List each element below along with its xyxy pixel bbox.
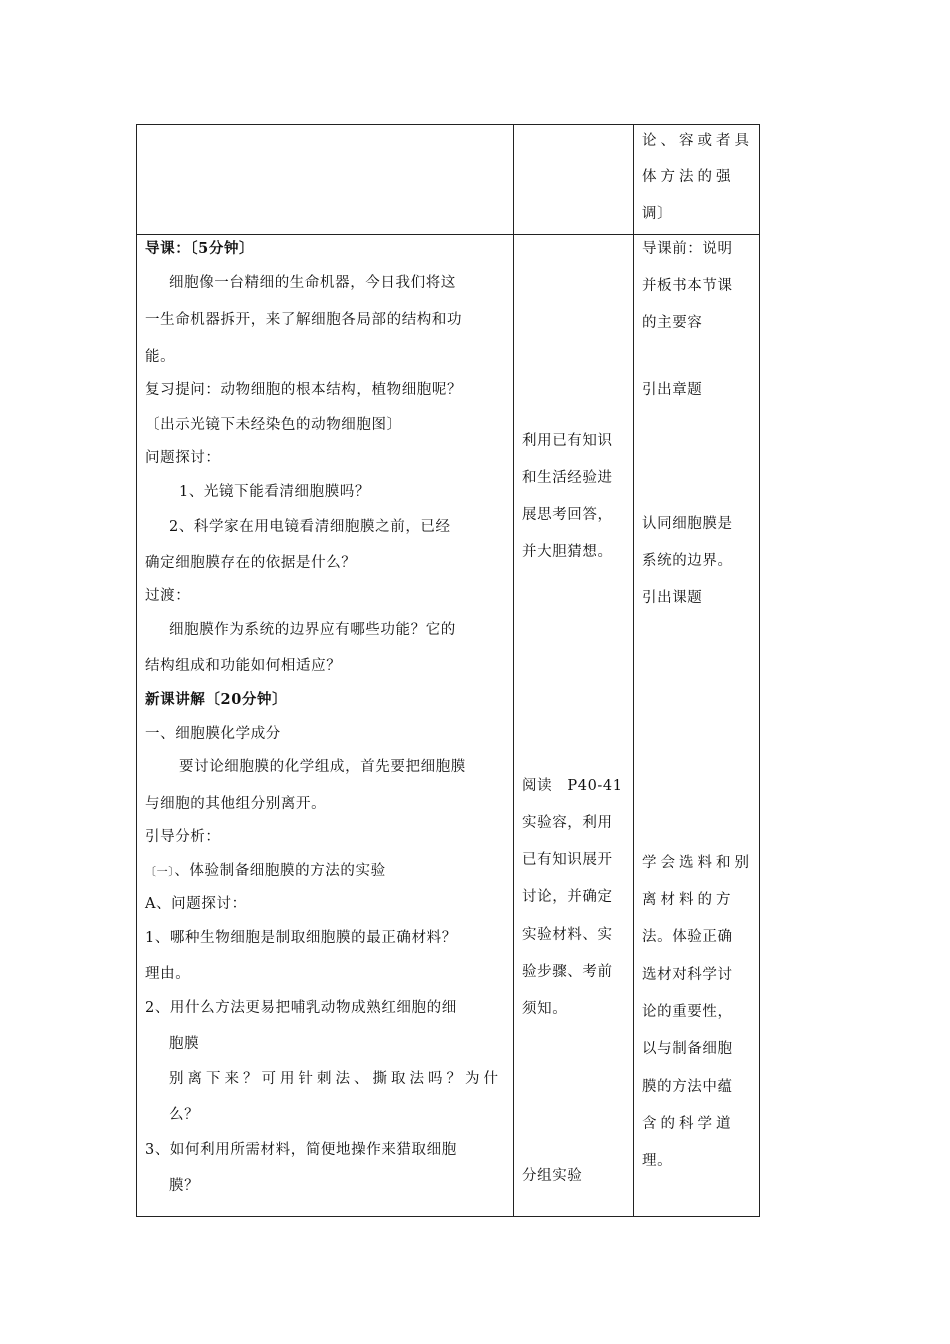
- intent-g3-line-3: 引出课题: [642, 590, 703, 606]
- transition-line-2: 结构组成和功能如何相适应？: [145, 658, 342, 674]
- top-c-line-1: 论、容或者具: [642, 133, 753, 149]
- part-a-label: A、问题探讨：: [145, 896, 247, 912]
- student-g1-line-3: 展思考回答，: [522, 507, 613, 523]
- top-c-line-3: 调〕: [642, 206, 673, 222]
- intro-line-2: 一生命机器拆开，来了解细胞各局部的结构和功: [145, 312, 463, 328]
- top-cell-a: [137, 125, 514, 235]
- subsection-1-title: [145, 861, 386, 882]
- main-cell-intent: [634, 235, 760, 1217]
- guide-label: 引导分析：: [145, 829, 221, 845]
- intent-g4-line-2: 离材料的方: [642, 892, 735, 908]
- part-a-q2-line-1: 2、用什么方法更易把哺乳动物成熟红细胞的细: [145, 1000, 457, 1016]
- student-g3: 分组实验: [522, 1168, 583, 1184]
- question-2-line-1: 2、科学家在用电镜看清细胞膜之前，已经: [169, 519, 451, 535]
- student-g1-line-2: 和生活经验进: [522, 470, 613, 486]
- intro-line-1: 细胞像一台精细的生命机器，今日我们将这: [169, 275, 456, 291]
- student-g2-line-2: 实验容，利用: [522, 815, 613, 831]
- section-1-line-1: 要讨论细胞膜的化学组成，首先要把细胞膜: [179, 759, 466, 775]
- subsection-1-text: 、体验制备细胞膜的方法的实验: [174, 863, 386, 879]
- question-2-line-2: 确定细胞膜存在的依据是什么？: [145, 555, 357, 571]
- section-1-line-2: 与细胞的其他组分别离开。: [145, 796, 327, 812]
- student-g2-line-4: 讨论，并确定: [522, 889, 613, 905]
- student-g1-line-1: 利用已有知识: [522, 433, 613, 449]
- intent-g4-line-7: 膜的方法中蕴: [642, 1079, 733, 1095]
- table-row-main: [137, 235, 760, 1217]
- intent-g3-line-1: 认同细胞膜是: [642, 516, 733, 532]
- intent-g2: 引出章题: [642, 382, 703, 398]
- top-cell-c: [634, 125, 760, 235]
- subsection-1-mark: 〔一〕: [145, 865, 175, 878]
- table-row-top: [137, 125, 760, 235]
- student-g2-line-5: 实验材料、实: [522, 927, 613, 943]
- section-1-title: 一、细胞膜化学成分: [145, 726, 281, 742]
- transition-label: 过渡：: [145, 588, 191, 604]
- top-cell-b: [514, 125, 634, 235]
- intent-g4-line-3: 法。体验正确: [642, 929, 733, 945]
- intro-line-3: 能。: [145, 349, 176, 365]
- question-1: 1、光镜下能看清细胞膜吗？: [179, 484, 371, 500]
- part-a-q2-line-3: 别离下来？可用针刺法、撕取法吗？为什: [169, 1071, 502, 1087]
- student-g2-line-1: 阅读 P40-41: [522, 778, 623, 794]
- part-a-q2-line-4: 么？: [169, 1107, 200, 1123]
- part-a-q1-line-2: 理由。: [145, 966, 191, 982]
- review-question: 复习提问：动物细胞的根本结构，植物细胞呢？: [145, 382, 463, 398]
- new-lesson-heading: 新课讲解〔20分钟〕: [145, 691, 288, 708]
- intent-g1-line-1: 导课前：说明: [642, 241, 733, 257]
- transition-line-1: 细胞膜作为系统的边界应有哪些功能？它的: [169, 622, 456, 638]
- student-g1-line-4: 并大胆猜想。: [522, 544, 613, 560]
- intro-heading: 导课：〔5分钟〕: [145, 240, 255, 257]
- intent-g4-line-5: 论的重要性，: [642, 1004, 733, 1020]
- part-a-q3-line-2: 膜？: [169, 1178, 200, 1194]
- top-c-line-2: 体方法的强: [642, 169, 735, 185]
- student-g2-line-7: 须知。: [522, 1001, 568, 1017]
- main-cell-content: [137, 235, 514, 1217]
- intent-g1-line-3: 的主要容: [642, 315, 703, 331]
- main-cell-student: [514, 235, 634, 1217]
- intent-g4-line-8: 含的科学道: [642, 1116, 735, 1132]
- part-a-q1-line-1: 1、哪种生物细胞是制取细胞膜的最正确材料？: [145, 930, 457, 946]
- part-a-q2-line-2: 胞膜: [169, 1036, 200, 1052]
- discussion-label: 问题探讨：: [145, 450, 221, 466]
- part-a-q3-line-1: 3、如何利用所需材料，简便地操作来猎取细胞: [145, 1142, 457, 1158]
- intent-g4-line-9: 理。: [642, 1153, 673, 1169]
- intent-g4-line-1: 学会选料和别: [642, 855, 753, 871]
- intent-g4-line-4: 选材对科学讨: [642, 967, 733, 983]
- student-g2-line-3: 已有知识展开: [522, 852, 613, 868]
- intent-g1-line-2: 并板书本节课: [642, 278, 733, 294]
- student-g2-line-6: 验步骤、考前: [522, 964, 613, 980]
- intent-g3-line-2: 系统的边界。: [642, 553, 733, 569]
- intent-g4-line-6: 以与制备细胞: [642, 1041, 733, 1057]
- lesson-table: [136, 124, 760, 1217]
- show-image-note: 〔出示光镜下未经染色的动物细胞图〕: [145, 417, 402, 433]
